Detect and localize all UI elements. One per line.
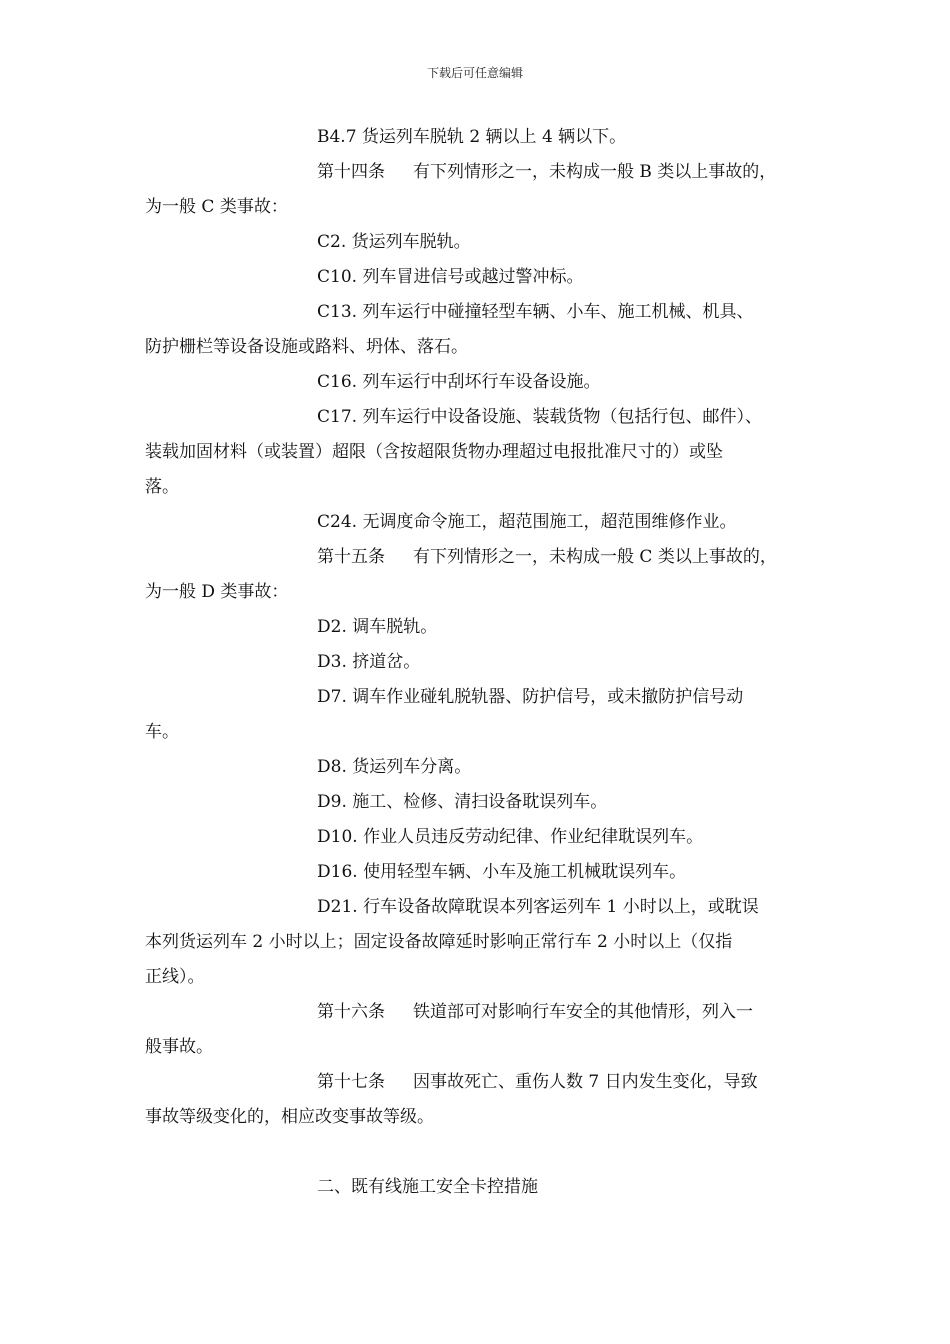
- document-body: [145, 120, 810, 1205]
- clause-d16: D16. 使用轻型车辆、小车及施工机械耽误列车。: [317, 862, 687, 882]
- article-text: 有下列情形之一，未构成一般 C 类以上事故的，: [413, 547, 777, 567]
- paragraph-line: 防护栅栏等设备设施或路料、坍体、落石。: [145, 337, 468, 357]
- clause-d9: D9. 施工、检修、清扫设备耽误列车。: [317, 792, 608, 812]
- clause-d8: D8. 货运列车分离。: [317, 757, 472, 777]
- clause-d2: D2. 调车脱轨。: [317, 617, 438, 637]
- clause-d3: D3. 挤道岔。: [317, 652, 421, 672]
- clause-d10: D10. 作业人员违反劳动纪律、作业纪律耽误列车。: [317, 827, 704, 847]
- clause-d21: D21. 行车设备故障耽误本列客运列车 1 小时以上，或耽误: [317, 897, 759, 917]
- clause-c16: C16. 列车运行中刮坏行车设备设施。: [317, 372, 601, 392]
- paragraph-line: 为一般 C 类事故：: [145, 197, 288, 217]
- clause-c17: C17. 列车运行中设备设施、装载货物（包括行包、邮件）、: [317, 407, 762, 427]
- paragraph-line: 车。: [145, 722, 179, 742]
- clause-c10: C10. 列车冒进信号或越过警冲标。: [317, 267, 584, 287]
- page-header: 下载后可任意编辑: [426, 66, 523, 80]
- paragraph-line: 本列货运列车 2 小时以上；固定设备故障延时影响正常行车 2 小时以上（仅指: [145, 932, 733, 952]
- section-heading: 二、既有线施工安全卡控措施: [317, 1177, 538, 1197]
- paragraph-line: 正线）。: [145, 967, 205, 987]
- paragraph-line: 般事故。: [145, 1037, 213, 1057]
- article-number: 第十六条: [317, 1002, 385, 1022]
- paragraph-line: 落。: [145, 477, 179, 497]
- article-14: [145, 155, 810, 190]
- paragraph-line: 为一般 D 类事故：: [145, 582, 289, 602]
- paragraph-line: 装载加固材料（或装置）超限（含按超限货物办理超过电报批准尺寸的）或坠: [145, 442, 723, 462]
- paragraph-line: 事故等级变化的，相应改变事故等级。: [145, 1107, 434, 1127]
- spacer: [145, 1135, 810, 1170]
- clause-c2: C2. 货运列车脱轨。: [317, 232, 471, 252]
- clause-c24: C24. 无调度命令施工，超范围施工，超范围维修作业。: [317, 512, 737, 532]
- article-number: 第十四条: [317, 162, 385, 182]
- article-15: [145, 540, 810, 575]
- article-text: 因事故死亡、重伤人数 7 日内发生变化，导致: [413, 1072, 758, 1092]
- clause-d7: D7. 调车作业碰轧脱轨器、防护信号，或未撤防护信号动: [317, 687, 744, 707]
- article-number: 第十七条: [317, 1072, 385, 1092]
- article-number: 第十五条: [317, 547, 385, 567]
- article-17: [145, 1065, 810, 1100]
- article-16: [145, 995, 810, 1030]
- clause-c13: C13. 列车运行中碰撞轻型车辆、小车、施工机械、机具、: [317, 302, 754, 322]
- clause-b4-7: B4.7 货运列车脱轨 2 辆以上 4 辆以下。: [317, 127, 627, 147]
- article-text: 有下列情形之一，未构成一般 B 类以上事故的，: [413, 162, 777, 182]
- article-text: 铁道部可对影响行车安全的其他情形，列入一: [413, 1002, 753, 1022]
